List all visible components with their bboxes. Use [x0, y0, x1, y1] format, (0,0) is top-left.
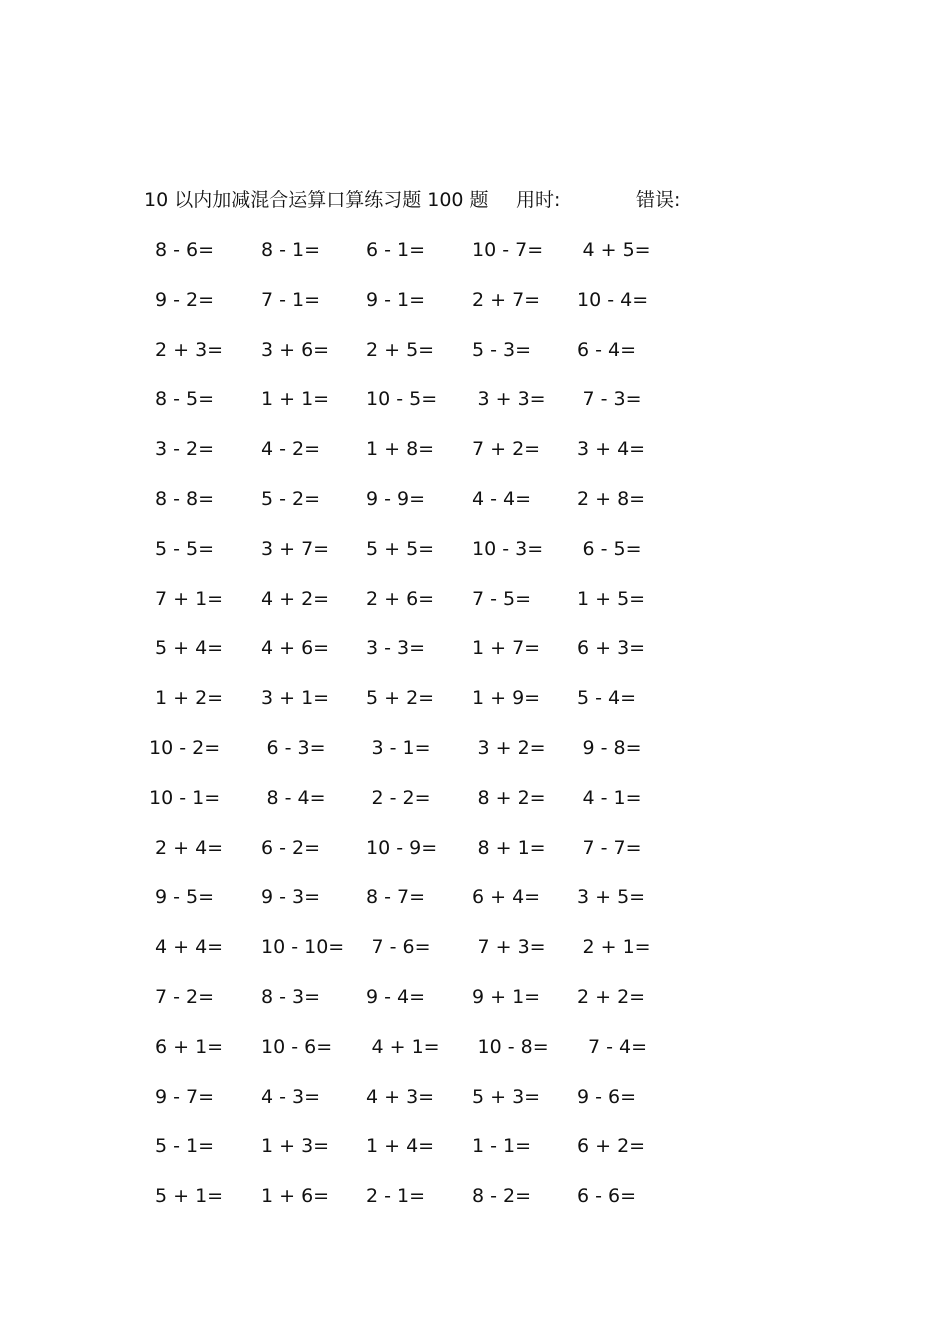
problem-row	[0, 1083, 950, 1133]
problem-item: 10 - 4=	[577, 288, 649, 311]
problem-item: 2 + 2=	[577, 985, 646, 1008]
problem-item: 7 + 1=	[155, 587, 224, 610]
problem-item: 4 - 1=	[582, 786, 642, 809]
problem-row	[0, 385, 950, 435]
problem-item: 1 + 8=	[366, 438, 435, 461]
problem-row	[0, 784, 950, 834]
problem-item: 9 - 6=	[577, 1085, 637, 1108]
problem-item: 7 - 6=	[371, 936, 431, 959]
problem-item: 10 - 6=	[261, 1035, 333, 1058]
problem-item: 10 - 1=	[149, 786, 221, 809]
problem-item: 3 - 1=	[371, 736, 431, 759]
problem-item: 5 - 2=	[261, 487, 321, 510]
problem-item: 2 + 8=	[577, 487, 646, 510]
problem-item: 9 - 9=	[366, 487, 426, 510]
problem-item: 6 + 4=	[472, 886, 541, 909]
problem-item: 8 - 6=	[155, 239, 215, 261]
problem-item: 10 - 9=	[366, 836, 438, 859]
problem-item: 5 + 2=	[366, 687, 435, 710]
problem-item: 1 + 3=	[261, 1135, 330, 1158]
problem-item: 6 - 1=	[366, 239, 426, 261]
problem-item: 1 + 9=	[472, 687, 541, 710]
time-label: 用时:	[516, 189, 561, 211]
problem-item: 4 - 2=	[261, 438, 321, 461]
errors-label: 错误:	[636, 189, 681, 211]
problem-item: 5 - 4=	[577, 687, 637, 710]
problem-item: 9 - 8=	[582, 736, 642, 759]
problem-item: 2 + 1=	[582, 936, 651, 959]
problem-item: 1 + 7=	[472, 637, 541, 660]
problem-item: 3 + 7=	[261, 537, 330, 560]
problem-item: 8 - 8=	[155, 487, 215, 510]
problem-item: 7 - 4=	[588, 1035, 648, 1058]
problem-item: 8 - 2=	[472, 1185, 532, 1208]
problem-row	[0, 336, 950, 386]
problem-item: 3 + 3=	[477, 388, 546, 411]
problem-item: 6 - 5=	[582, 537, 642, 560]
problem-item: 1 + 5=	[577, 587, 646, 610]
problem-item: 10 - 3=	[472, 537, 544, 560]
problem-item: 5 - 5=	[155, 537, 215, 560]
problem-item: 1 + 2=	[155, 687, 224, 710]
problem-item: 5 + 4=	[155, 637, 224, 660]
problem-item: 4 + 3=	[366, 1085, 435, 1108]
problem-item: 10 - 2=	[149, 736, 221, 759]
problem-item: 7 - 3=	[582, 388, 642, 411]
problem-item: 9 - 5=	[155, 886, 215, 909]
problem-item: 8 - 5=	[155, 388, 215, 411]
problem-item: 8 - 3=	[261, 985, 321, 1008]
problem-item: 9 - 2=	[155, 288, 215, 311]
problem-item: 3 - 2=	[155, 438, 215, 461]
problem-item: 10 - 8=	[477, 1035, 549, 1058]
problem-item: 4 + 6=	[261, 637, 330, 660]
problem-item: 1 - 1=	[472, 1135, 532, 1158]
problem-item: 8 - 7=	[366, 886, 426, 909]
problem-item: 6 - 6=	[577, 1185, 637, 1208]
problem-item: 2 - 1=	[366, 1185, 426, 1208]
problem-item: 9 - 7=	[155, 1085, 215, 1108]
problem-item: 10 - 10=	[261, 936, 345, 959]
problem-row	[0, 684, 950, 734]
worksheet-title: 10 以内加减混合运算口算练习题 100 题	[144, 189, 489, 211]
problem-item: 9 - 3=	[261, 886, 321, 909]
problem-item: 3 + 2=	[477, 736, 546, 759]
problem-item: 6 - 2=	[261, 836, 321, 859]
problem-item: 9 - 4=	[366, 985, 426, 1008]
problem-row	[0, 983, 950, 1033]
problem-item: 3 - 3=	[366, 637, 426, 660]
problem-item: 2 - 2=	[371, 786, 431, 809]
problem-item: 4 + 5=	[582, 239, 651, 261]
worksheet-header	[144, 186, 764, 214]
problem-row	[0, 286, 950, 336]
problem-item: 1 + 1=	[261, 388, 330, 411]
problem-row	[0, 734, 950, 784]
problem-item: 7 - 1=	[261, 288, 321, 311]
problem-item: 5 + 1=	[155, 1185, 224, 1208]
problem-item: 7 + 2=	[472, 438, 541, 461]
problem-item: 6 - 4=	[577, 338, 637, 361]
problem-row	[0, 834, 950, 884]
problem-row	[0, 236, 950, 286]
problem-item: 4 + 2=	[261, 587, 330, 610]
problem-item: 7 - 5=	[472, 587, 532, 610]
problem-row	[0, 634, 950, 684]
problem-row	[0, 585, 950, 635]
problem-item: 6 - 3=	[266, 736, 326, 759]
problem-item: 2 + 7=	[472, 288, 541, 311]
problem-row	[0, 435, 950, 485]
problem-item: 4 + 1=	[371, 1035, 440, 1058]
problem-item: 9 + 1=	[472, 985, 541, 1008]
problem-item: 7 + 3=	[477, 936, 546, 959]
problem-row	[0, 1182, 950, 1232]
problem-item: 2 + 4=	[155, 836, 224, 859]
problem-item: 6 + 2=	[577, 1135, 646, 1158]
problem-item: 8 - 4=	[266, 786, 326, 809]
problem-item: 8 + 1=	[477, 836, 546, 859]
problem-item: 7 - 2=	[155, 985, 215, 1008]
problem-item: 6 + 3=	[577, 637, 646, 660]
problem-item: 4 + 4=	[155, 936, 224, 959]
problem-item: 2 + 5=	[366, 338, 435, 361]
problem-grid	[0, 236, 950, 1232]
problem-item: 3 + 1=	[261, 687, 330, 710]
problem-row	[0, 485, 950, 535]
problem-item: 5 - 1=	[155, 1135, 215, 1158]
problem-item: 2 + 6=	[366, 587, 435, 610]
problem-item: 8 - 1=	[261, 239, 321, 261]
problem-item: 3 + 4=	[577, 438, 646, 461]
problem-item: 4 - 4=	[472, 487, 532, 510]
problem-item: 4 - 3=	[261, 1085, 321, 1108]
problem-item: 1 + 6=	[261, 1185, 330, 1208]
problem-item: 5 + 5=	[366, 537, 435, 560]
problem-row	[0, 1033, 950, 1083]
problem-item: 5 - 3=	[472, 338, 532, 361]
problem-item: 3 + 6=	[261, 338, 330, 361]
problem-item: 9 - 1=	[366, 288, 426, 311]
problem-row	[0, 933, 950, 983]
problem-item: 10 - 7=	[472, 239, 544, 261]
problem-item: 7 - 7=	[582, 836, 642, 859]
problem-row	[0, 1132, 950, 1182]
problem-item: 8 + 2=	[477, 786, 546, 809]
problem-item: 5 + 3=	[472, 1085, 541, 1108]
problem-item: 10 - 5=	[366, 388, 438, 411]
problem-item: 6 + 1=	[155, 1035, 224, 1058]
problem-item: 3 + 5=	[577, 886, 646, 909]
problem-item: 1 + 4=	[366, 1135, 435, 1158]
problem-row	[0, 883, 950, 933]
problem-item: 2 + 3=	[155, 338, 224, 361]
problem-row	[0, 535, 950, 585]
